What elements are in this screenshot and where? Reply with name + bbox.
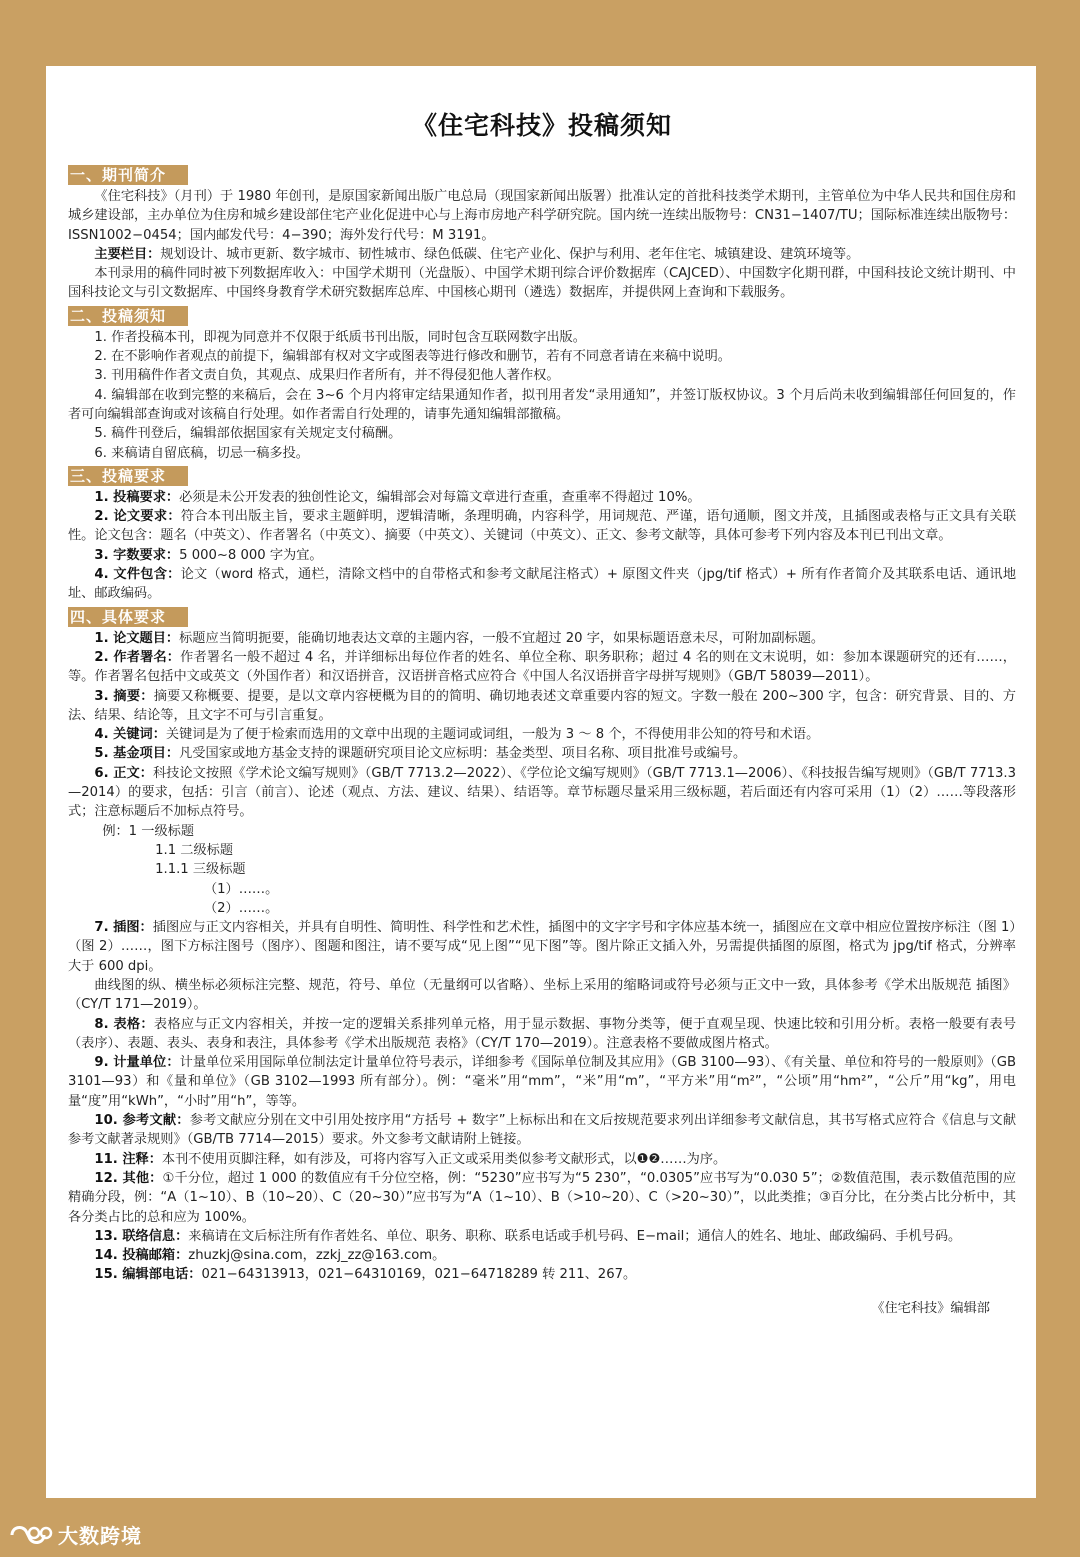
paragraph-label: 5. 基金项目： (94, 746, 180, 762)
section-heading: 四、具体要求 (68, 607, 188, 627)
paragraph (68, 507, 1016, 546)
paragraph (68, 424, 1016, 443)
section-heading: 二、投稿须知 (68, 306, 188, 326)
paragraph (68, 860, 1016, 879)
watermark-text: 大数跨境 (58, 1524, 142, 1548)
paragraph-text: 本刊录用的稿件同时被下列数据库收入：中国学术期刊（光盘版）、中国学术期刊综合评价数据库（CAJCED）、中国数字化期刊群，中国科技论文统计期刊、中国科技论文与引文数据库、中国终身教育学术研究数据库总库、中国核心期刊（遴选）数据库，并提供网上查询和下载服务。 (68, 266, 1016, 301)
paragraph (68, 444, 1016, 463)
paragraph (68, 629, 1016, 648)
paragraph (68, 725, 1016, 744)
paragraph-label: 13. 联络信息： (94, 1228, 189, 1244)
paragraph-label: 10. 参考文献： (94, 1113, 190, 1129)
paragraph-text: 符合本刊出版主旨，要求主题鲜明，逻辑清晰，条理明确，内容科学，用词规范、严谨，语句通顺，图文并茂，且插图或表格与正文具有关联性。论文包含：题名（中英文）、作者署名（中英文）、摘要（中英文）、关键词（中英文）、正文、参考文献等，具体可参考下列内容及本刊已刊出文章。 (68, 509, 1017, 544)
paragraph (68, 1246, 1016, 1265)
section-heading: 三、投稿要求 (68, 466, 188, 486)
paragraph (68, 841, 1016, 860)
paragraph-text: 计量单位采用国际单位制法定计量单位符号表示，详细参考《国际单位制及其应用》（GB 3100—93）、《有关量、单位和符号的一般原则》（GB 3101—93）和《量和单位》（GB 3102—1993 所有部分）。例：“毫米”用“mm”，“米”用“m”，“平方米”用“m²”，“公顷”用“hm²”，“公斤”用“kg”，用电量“度”用“kWh”，“小时”用“h”，等等。 (68, 1055, 1016, 1109)
paragraph (68, 764, 1016, 822)
paragraph-text: 摘要又称概要、提要，是以文章内容梗概为目的的简明、确切地表述文章重要内容的短文。字数一般在 200~300 字，包含：研究背景、目的、方法、结果、结论等，且文字不可与引言重复。 (68, 688, 1016, 723)
paragraph-label: 2. 作者署名： (94, 649, 181, 665)
paragraph (68, 918, 1016, 976)
notice-page (46, 66, 1036, 1498)
paragraph (68, 1265, 1016, 1284)
paragraph-label: 8. 表格： (94, 1016, 154, 1032)
paragraph-label: 11. 注释： (94, 1151, 162, 1167)
paragraph-label: 6. 正文： (94, 765, 153, 781)
paragraph-label: 4. 关键词： (94, 727, 166, 743)
paragraph-label: 1. 投稿要求： (94, 489, 180, 505)
paragraph (68, 1111, 1016, 1150)
paragraph (68, 1053, 1016, 1111)
paragraph-text: 6. 来稿请自留底稿，切忌一稿多投。 (94, 445, 309, 461)
paragraph-label: 3. 字数要求： (94, 547, 180, 563)
paragraph (68, 488, 1016, 507)
paragraph (68, 822, 1016, 841)
paragraph (68, 976, 1016, 1015)
paragraph (68, 744, 1016, 763)
paragraph-text: 《住宅科技》（月刊）于 1980 年创刊，是原国家新闻出版广电总局（现国家新闻出版署）批准认定的首批科技类学术期刊，主管单位为中华人民共和国住房和城乡建设部，主办单位为住房和城乡建设部住宅产业化促进中心与上海市房地产科学研究院。国内统一连续出版物号：CN31−1407/TU；国际标准连续出版物号：ISSN1002−0454；国内邮发代号：4−390；海外发行代号：M 3191。 (68, 189, 1016, 243)
paragraph-text: 5. 稿件刊登后，编辑部依据国家有关规定支付稿酬。 (94, 426, 402, 442)
paragraph-label: 7. 插图： (94, 920, 153, 936)
paragraph-text: 5 000~8 000 字为宜。 (179, 547, 323, 563)
paragraph (68, 1169, 1016, 1227)
paragraph-text: 关键词是为了便于检索而选用的文章中出现的主题词或词组，一般为 3 ～ 8 个，不得使用非公知的符号和术语。 (165, 727, 820, 743)
paragraph-label: 2. 论文要求： (94, 509, 181, 525)
paragraph-text: ①千分位，超过 1 000 的数值应有千分位空格，例：“5230”应书写为“5 230”，“0.0305”应书写为“0.030 5”；②数值范围，表示数值范围的应精确分段，例：“A（1~10）、B（10~20）、C（20~30）”应书写为“A（1~10）、B（>10~20）、C（>20~30）”，以此类推；③百分比，在分类占比分析中，其各分类占比的总和应为 100%。 (68, 1170, 1017, 1225)
paragraph-text: 参考文献应分别在文中引用处按序用“方括号 + 数字”上标标出和在文后按规范要求列出详细参考文献信息，其书写格式应符合《信息与文献 参考文献著录规则》（GB/TB 7714—2015）要求。外文参考文献请附上链接。 (68, 1113, 1017, 1148)
paragraph-text: 来稿请在文后标注所有作者姓名、单位、职务、职称、联系电话或手机号码、E−mail；通信人的姓名、地址、邮政编码、手机号码。 (188, 1228, 962, 1244)
watermark-logo-icon (8, 1521, 54, 1549)
watermark (8, 1520, 142, 1549)
paragraph-text: 标题应当简明扼要，能确切地表达文章的主题内容，一般不宜超过 20 字，如果标题语意未尽，可附加副标题。 (179, 630, 825, 646)
paragraph (68, 687, 1016, 726)
paragraph-text: zhuzkj@sina.com，zzkj_zz@163.com。 (188, 1248, 446, 1264)
paragraph (68, 264, 1016, 303)
paragraph-text: （2）……。 (203, 900, 279, 916)
paragraph-text: 必须是未公开发表的独创性论文，编辑部会对每篇文章进行查重，查重率不得超过 10%。 (179, 489, 701, 505)
paragraph-text: 曲线图的纵、横坐标必须标注完整、规范，符号、单位（无量纲可以省略）、坐标上采用的缩略词或符号必须与正文中一致，具体参考《学术出版规范 插图》（CY/T 171—2019）。 (68, 977, 1016, 1013)
paragraph-text: 规划设计、城市更新、数字城市、韧性城市、绿色低碳、住宅产业化、保护与利用、老年住宅、城镇建设、建筑环境等。 (160, 246, 860, 262)
paragraph-text: 021−64313913，021−64310169，021−64718289 转 211、267。 (201, 1267, 637, 1283)
sections-container (68, 162, 1016, 1285)
paragraph-text: 1.1.1 三级标题 (155, 862, 246, 878)
section-heading: 一、期刊简介 (68, 165, 188, 185)
paragraph (68, 648, 1016, 687)
paragraph (68, 546, 1016, 565)
paragraph-text: 2. 在不影响作者观点的前提下，编辑部有权对文字或图表等进行修改和删节，若有不同意者请在来稿中说明。 (94, 349, 731, 365)
paragraph (68, 1015, 1016, 1054)
paragraph-label: 15. 编辑部电话： (94, 1267, 202, 1283)
paragraph-text: 本刊不使用页脚注释，如有涉及，可将内容写入正文或采用类似参考文献形式，以❶❷……为序。 (161, 1151, 727, 1167)
paragraph-label: 4. 文件包含： (94, 567, 181, 583)
paragraph-label: 14. 投稿邮箱： (94, 1248, 189, 1264)
paragraph-text: （1）……。 (203, 881, 279, 897)
paragraph (68, 386, 1016, 425)
paragraph-text: 凡受国家或地方基金支持的课题研究项目论文应标明：基金类型、项目名称、项目批准号或编号。 (179, 746, 747, 762)
paragraph (68, 899, 1016, 918)
paragraph-text: 插图应与正文内容相关，并具有自明性、简明性、科学性和艺术性，插图中的文字字号和字体应基本统一，插图应在文章中相应位置按序标注（图 1）（图 2）……，图下方标注图号（图序）、图题和图注，请不要写成“见上图”“见下图”等。图片除正文插入外，另需提供插图的原图，格式为 jpg/tif 格式，分辨率大于 600 dpi。 (68, 920, 1017, 974)
paragraph (68, 328, 1016, 347)
paragraph-label: 1. 论文题目： (94, 630, 180, 646)
paragraph-text: 作者署名一般不超过 4 名，并详细标出每位作者的姓名、单位全称、职务职称；超过 4 名的则在文末说明，如：参加本课题研究的还有……，等。作者署名包括中文或英文（外国作者）和汉语拼音，汉语拼音格式应符合《中国人名汉语拼音字母拼写规则》（GB/T 58039—2011）。 (68, 649, 1016, 685)
paragraph-text: 1. 作者投稿本刊，即视为同意并不仅限于纸质书刊出版，同时包含互联网数字出版。 (94, 329, 586, 345)
paragraph-label: 12. 其他： (94, 1170, 163, 1186)
paragraph-text: 3. 刊用稿件作者文责自负，其观点、成果归作者所有，并不得侵犯他人著作权。 (94, 368, 560, 384)
paragraph-text: 4. 编辑部在收到完整的来稿后，会在 3~6 个月内将审定结果通知作者，拟刊用者发“录用通知”，并签订版权协议。3 个月后尚未收到编辑部任何回复的，作者可向编辑部查询或对该稿自行处理。如作者需自行处理的，请事先通知编辑部撤稿。 (68, 387, 1016, 422)
paragraph (68, 1227, 1016, 1246)
paragraph-label: 3. 摘要： (94, 688, 154, 704)
paragraph-text: 论文（word 格式，通栏，清除文档中的自带格式和参考文献尾注格式）+ 原图文件夹（jpg/tif 格式）+ 所有作者简介及其联系电话、通讯地址、邮政编码。 (68, 567, 1017, 602)
paragraph (68, 245, 1016, 264)
paragraph-text: 科技论文按照《学术论文编写规则》（GB/T 7713.2—2022）、《学位论文编写规则》（GB/T 7713.1—2006）、《科技报告编写规则》（GB/T 7713.3—2014）的要求，包括：引言（前言）、论述（观点、方法、建议、结果）、结语等。章节标题尽量采用三级标题，若后面还有内容可采用（1）（2）……等段落形式；注意标题后不加标点符号。 (68, 765, 1017, 820)
paragraph (68, 366, 1016, 385)
paragraph-text: 例：1 一级标题 (102, 823, 195, 839)
page-title: 《住宅科技》投稿须知 (411, 111, 672, 140)
paragraph-label: 9. 计量单位： (94, 1055, 180, 1071)
paragraph (68, 880, 1016, 899)
paragraph (68, 347, 1016, 366)
signature: 《住宅科技》编辑部 (871, 1300, 990, 1316)
paragraph-label: 主要栏目： (94, 246, 161, 262)
paragraph (68, 187, 1016, 245)
paragraph (68, 565, 1016, 604)
paragraph-text: 表格应与正文内容相关，并按一定的逻辑关系排列单元格，用于显示数据、事物分类等，便于直观呈现、快速比较和引用分析。表格一般要有表号（表序）、表题、表头、表身和表注，具体参考《学术出版规范 表格》（CY/T 170—2019）。注意表格不要做成图片格式。 (68, 1016, 1017, 1051)
paragraph-text: 1.1 二级标题 (155, 842, 234, 858)
paragraph (68, 1150, 1016, 1169)
